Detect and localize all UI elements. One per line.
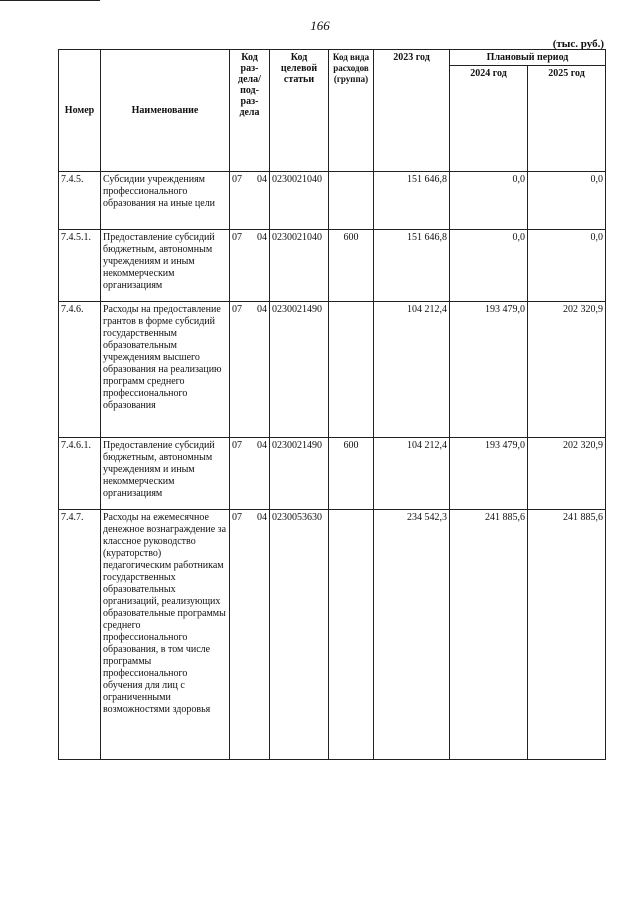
row-target: 0230021040 bbox=[270, 230, 329, 302]
row-2025: 241 885,6 bbox=[528, 510, 606, 760]
header-target: Код целевой статьи bbox=[270, 50, 329, 172]
table-row bbox=[59, 438, 606, 510]
row-expense: 600 bbox=[329, 438, 374, 510]
row-expense: 600 bbox=[329, 230, 374, 302]
section-code: 07 bbox=[232, 512, 242, 523]
row-2025: 0,0 bbox=[528, 230, 606, 302]
section-code: 07 bbox=[232, 232, 242, 243]
row-number: 7.4.6.1. bbox=[59, 438, 101, 510]
row-2023: 234 542,3 bbox=[374, 510, 450, 760]
header-planned: Плановый период bbox=[450, 50, 606, 66]
header-2025: 2025 год bbox=[528, 66, 606, 172]
row-name: Предоставление субсидий бюджетным, автономным учреждениям и иным некоммерческим организациям bbox=[101, 230, 230, 302]
header-name: Наименование bbox=[101, 50, 230, 172]
subsection-code: 04 bbox=[257, 440, 267, 451]
row-section bbox=[230, 172, 270, 230]
row-number: 7.4.5. bbox=[59, 172, 101, 230]
row-name: Субсидии учреждениям профессионального образования на иные цели bbox=[101, 172, 230, 230]
row-expense bbox=[329, 172, 374, 230]
row-2024: 241 885,6 bbox=[450, 510, 528, 760]
subsection-code: 04 bbox=[257, 304, 267, 315]
page-number: 166 bbox=[310, 18, 330, 33]
row-2024: 193 479,0 bbox=[450, 302, 528, 438]
section-code: 07 bbox=[232, 304, 242, 315]
corner-rule bbox=[0, 0, 100, 1]
row-2023: 151 646,8 bbox=[374, 172, 450, 230]
row-2025: 202 320,9 bbox=[528, 438, 606, 510]
row-section bbox=[230, 510, 270, 760]
header-2024: 2024 год bbox=[450, 66, 528, 172]
table-row bbox=[59, 230, 606, 302]
row-2024: 0,0 bbox=[450, 230, 528, 302]
row-target: 0230021040 bbox=[270, 172, 329, 230]
row-2024: 193 479,0 bbox=[450, 438, 528, 510]
row-expense bbox=[329, 510, 374, 760]
row-section bbox=[230, 230, 270, 302]
section-code: 07 bbox=[232, 440, 242, 451]
row-section bbox=[230, 438, 270, 510]
row-2023: 104 212,4 bbox=[374, 438, 450, 510]
table-row bbox=[59, 510, 606, 760]
row-target: 0230021490 bbox=[270, 302, 329, 438]
row-expense bbox=[329, 302, 374, 438]
table-row bbox=[59, 302, 606, 438]
budget-table bbox=[58, 49, 606, 760]
row-name: Расходы на ежемесячное денежное вознаграждение за классное руководство (кураторство) педагогическим работникам государственных образовательных организаций, реализующих образовательные программы среднего профессионального образования, в том числе программы профессионального обучения для лиц с ограниченными возможностями здоровья bbox=[101, 510, 230, 760]
header-2023: 2023 год bbox=[374, 50, 450, 172]
row-2025: 202 320,9 bbox=[528, 302, 606, 438]
subsection-code: 04 bbox=[257, 174, 267, 185]
row-target: 0230021490 bbox=[270, 438, 329, 510]
row-2023: 151 646,8 bbox=[374, 230, 450, 302]
header-row-top bbox=[59, 50, 606, 66]
header-number: Номер bbox=[59, 50, 101, 172]
row-target: 0230053630 bbox=[270, 510, 329, 760]
row-2024: 0,0 bbox=[450, 172, 528, 230]
header-expense: Код вида расходов (группа) bbox=[329, 50, 374, 172]
row-name: Расходы на предоставление грантов в форме субсидий государственным образовательным учреждениям высшего образования на реализацию программ среднего профессионального образования bbox=[101, 302, 230, 438]
subsection-code: 04 bbox=[257, 232, 267, 243]
row-2025: 0,0 bbox=[528, 172, 606, 230]
row-number: 7.4.6. bbox=[59, 302, 101, 438]
row-number: 7.4.7. bbox=[59, 510, 101, 760]
header-section: Код раз-дела/ под-раз-дела bbox=[230, 50, 270, 172]
units-label: (тыс. руб.) bbox=[552, 38, 604, 50]
row-name: Предоставление субсидий бюджетным, автономным учреждениям и иным некоммерческим организациям bbox=[101, 438, 230, 510]
row-section bbox=[230, 302, 270, 438]
section-code: 07 bbox=[232, 174, 242, 185]
row-2023: 104 212,4 bbox=[374, 302, 450, 438]
row-number: 7.4.5.1. bbox=[59, 230, 101, 302]
table-row bbox=[59, 172, 606, 230]
subsection-code: 04 bbox=[257, 512, 267, 523]
